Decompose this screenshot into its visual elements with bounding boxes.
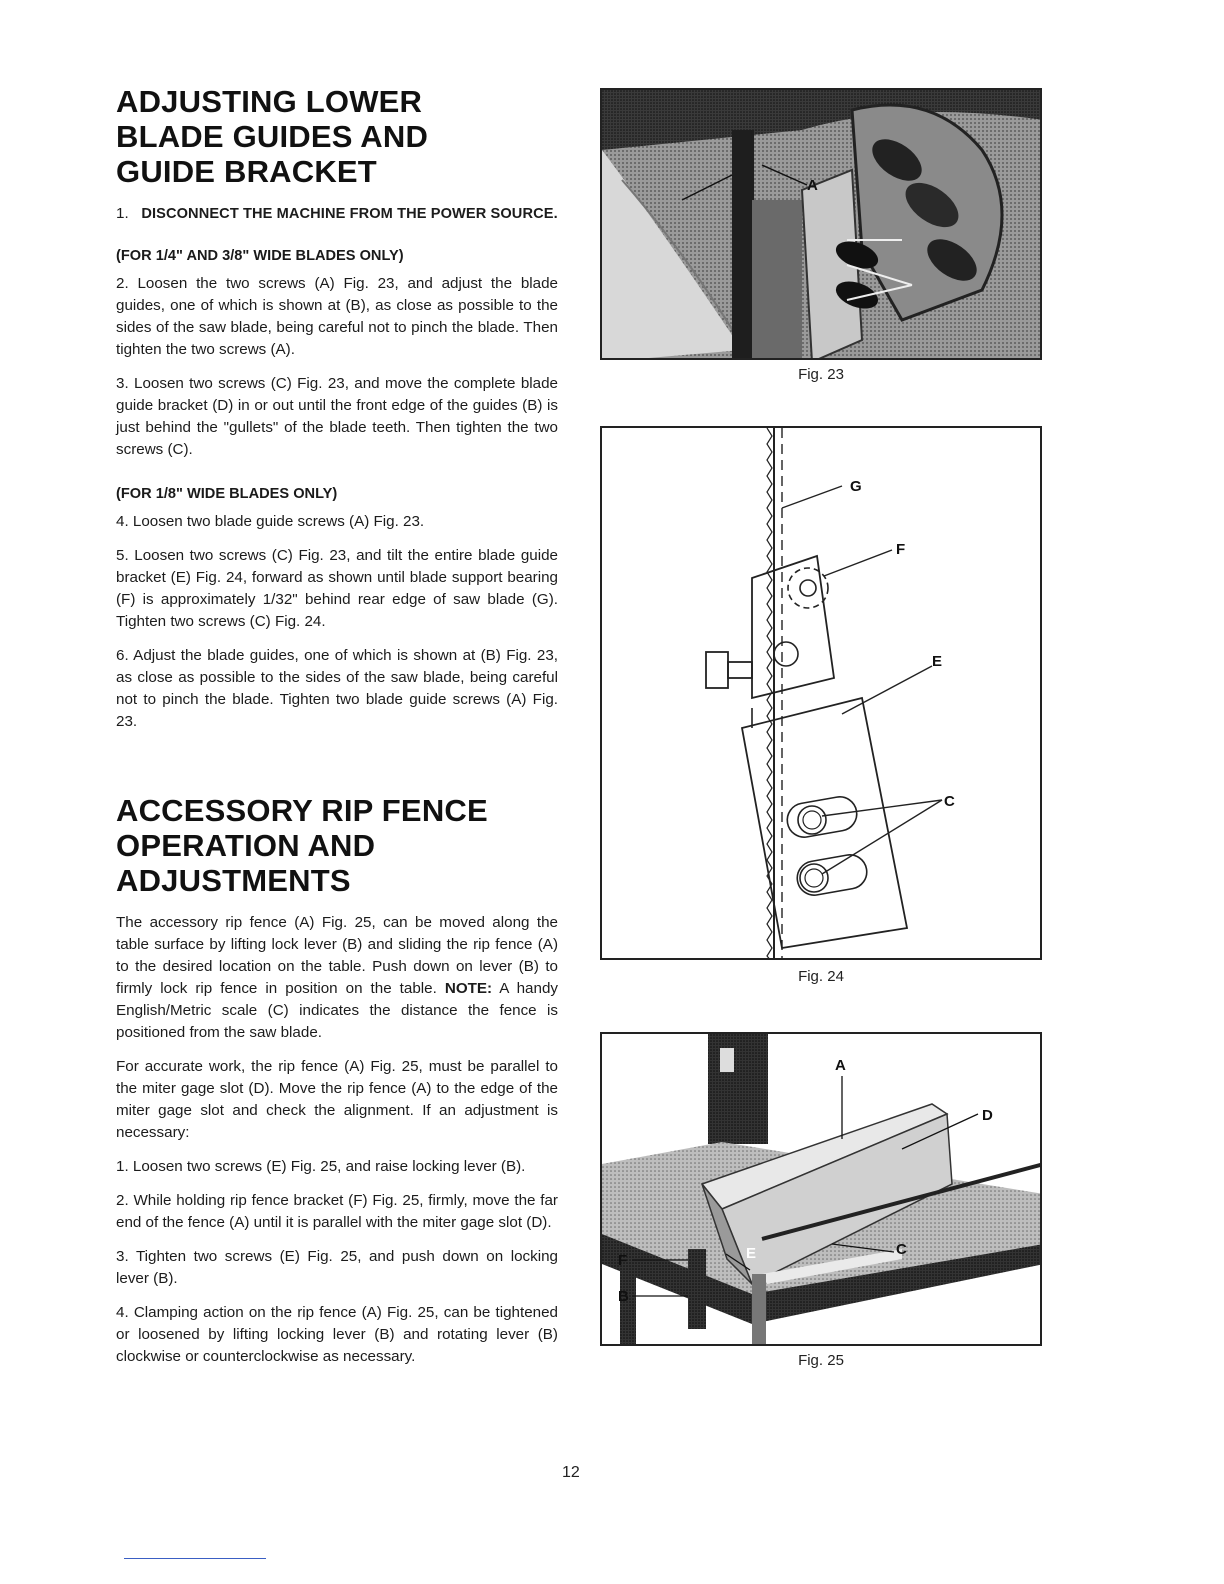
figure-25-caption: Fig. 25 <box>798 1352 844 1369</box>
figure-24-diagram <box>600 426 1042 960</box>
step-2: 2. Loosen the two screws (A) Fig. 23, and adjust the blade guides, one of which is shown at (B), as close as possible to the sides of the saw blade, being careful not to pinch the blade. Then tighten the two screws (A). <box>116 275 558 358</box>
fence-step-2: 2. While holding rip fence bracket (F) Fig. 25, firmly, move the far end of the fence (A) until it is parallel with the miter gage slot (D). <box>116 1192 558 1231</box>
fig25-callout-d: D <box>982 1107 993 1124</box>
step-3: 3. Loosen two screws (C) Fig. 23, and move the complete blade guide bracket (D) in or out until the front edge of the guides (B) is just behind the "gullets" of the blade teeth. Then tighten the two screws (C). <box>116 375 558 458</box>
step-6: 6. Adjust the blade guides, one of which is shown at (B) Fig. 23, as close as possible to the sides of the saw blade, being careful not to pinch the blade. Tighten two blade guide screws (A) Fig. 23. <box>116 647 558 730</box>
guide-bracket-line-drawing <box>602 428 1042 960</box>
title-line: OPERATION AND <box>116 828 376 863</box>
intro-text-a: The accessory rip fence (A) Fig. 25, can be moved along the table surface by lifting lock lever (B) and sliding the rip fence (A) to the desired location on the table. Push down on lever (B) to firmly lock rip fence in position on the table. <box>116 914 558 997</box>
fig25-callout-e: E <box>746 1245 757 1262</box>
title-line: GUIDE BRACKET <box>116 154 377 189</box>
title-line: BLADE GUIDES AND <box>116 119 429 154</box>
title-line: ADJUSTMENTS <box>116 863 351 898</box>
fence-step-3: 3. Tighten two screws (E) Fig. 25, and push down on locking lever (B). <box>116 1248 558 1287</box>
fig25-callout-b: B <box>618 1288 629 1305</box>
title-line: ACCESSORY RIP FENCE <box>116 793 488 828</box>
figure-25-photo <box>600 1032 1042 1346</box>
fence-step-4: 4. Clamping action on the rip fence (A) Fig. 25, can be tightened or loosened by lifting locking lever (B) and rotating lever (B) clockwise or counterclockwise as necessary. <box>116 1304 558 1365</box>
figure-24-caption: Fig. 24 <box>798 968 844 985</box>
section-title-rip-fence <box>116 793 558 898</box>
note-label: NOTE: <box>444 980 493 997</box>
fence-step-1: 1. Loosen two screws (E) Fig. 25, and raise locking lever (B). <box>116 1158 526 1175</box>
fig25-callout-c: C <box>896 1241 907 1258</box>
subheading-narrow-blades: (FOR 1/8" WIDE BLADES ONLY) <box>116 486 338 502</box>
step-number: 1. <box>116 205 129 222</box>
fig24-callout-e: E <box>932 653 943 670</box>
page-number: 12 <box>562 1464 580 1481</box>
subheading-wide-blades: (FOR 1/4" AND 3/8" WIDE BLADES ONLY) <box>116 248 404 264</box>
fig25-callout-a: A <box>835 1057 846 1074</box>
figure-23-caption: Fig. 23 <box>798 366 844 383</box>
step-5: 5. Loosen two screws (C) Fig. 23, and tilt the entire blade guide bracket (E) Fig. 24, forward as shown until blade support bearing (F) is approximately 1/32" behind rear edge of saw blade (G). Tighten two screws (C) Fig. 24. <box>116 547 558 630</box>
title-line: ADJUSTING LOWER <box>116 84 423 119</box>
left-column <box>116 84 558 1368</box>
step-text: DISCONNECT THE MACHINE FROM THE POWER SOURCE. <box>141 206 558 222</box>
rip-fence-photo-illustration <box>602 1034 1042 1346</box>
step-4: 4. Loosen two blade guide screws (A) Fig. 23. <box>116 513 425 530</box>
blade-guide-photo-illustration <box>602 90 1042 360</box>
fig24-callout-f: F <box>896 541 906 558</box>
fig25-callout-f: F <box>618 1252 628 1269</box>
bottom-rule <box>124 1558 266 1559</box>
alignment-paragraph: For accurate work, the rip fence (A) Fig. 25, must be parallel to the miter gage slot (D). Move the rip fence (A) to the edge of the miter gage slot and check the alignment. If an adjustment is necessary: <box>116 1058 558 1141</box>
fig24-callout-c: C <box>944 793 955 810</box>
step-1-disconnect <box>116 203 558 225</box>
fig23-callout-a: A <box>807 177 818 194</box>
section-title-lower-blade-guides <box>116 84 558 189</box>
figure-23-photo <box>600 88 1042 360</box>
fig24-callout-g: G <box>850 478 862 495</box>
rip-fence-intro <box>116 912 558 1044</box>
intro-text-b: A handy English/Metric scale (C) indicates the distance the fence is positioned from the saw blade. <box>116 980 558 1041</box>
